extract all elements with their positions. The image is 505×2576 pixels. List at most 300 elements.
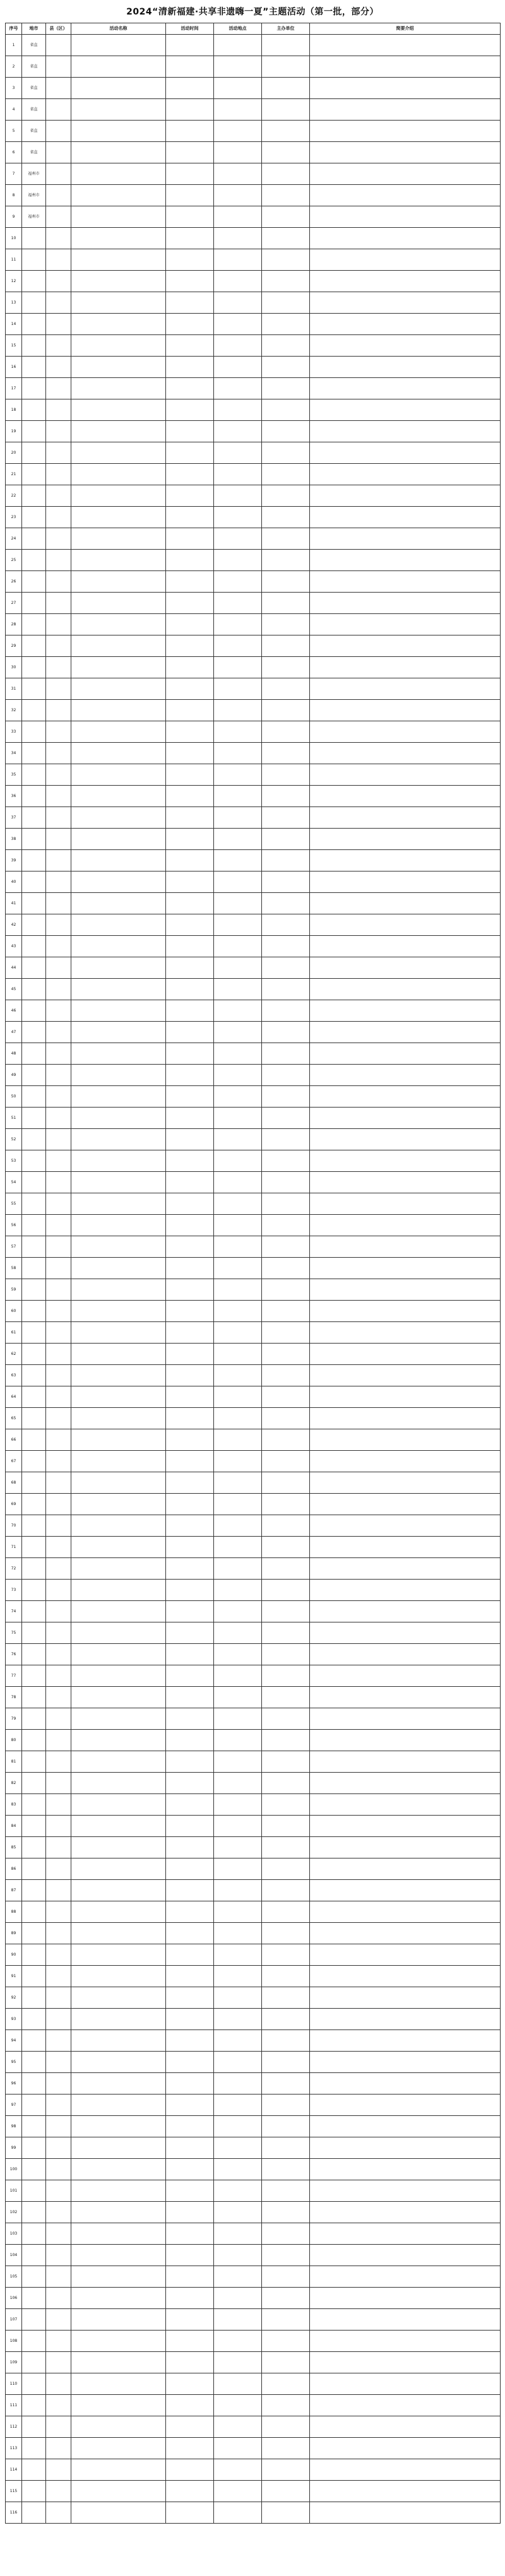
description-cell [310,635,501,657]
description-cell [310,206,501,228]
activity-place-cell [214,2030,262,2052]
description-cell [310,1880,501,1901]
index-cell: 41 [6,893,22,914]
index-cell: 60 [6,1301,22,1322]
index-cell: 61 [6,1322,22,1344]
description-cell [310,1644,501,1665]
index-cell: 15 [6,335,22,357]
activity-time-cell [166,314,214,335]
activity-name-cell [71,2223,166,2245]
activity-time-cell [166,2288,214,2309]
organizer-cell [262,1966,310,1987]
county-cell [46,700,71,721]
county-cell [46,2502,71,2524]
activity-place-cell [214,1301,262,1322]
county-cell [46,2223,71,2245]
description-cell [310,979,501,1000]
activity-time-cell [166,1923,214,1944]
table-row [6,2223,501,2245]
city-cell [22,1000,46,1022]
city-cell [22,2373,46,2395]
county-cell [46,1537,71,1558]
description-cell [310,807,501,829]
county-cell [46,743,71,764]
index-cell: 21 [6,464,22,485]
activity-time-cell [166,1987,214,2009]
activity-name-cell [71,1022,166,1043]
description-cell [310,271,501,292]
table-row [6,2137,501,2159]
index-cell: 82 [6,1773,22,1794]
table-row [6,2202,501,2223]
activity-place-cell [214,957,262,979]
activity-place-cell [214,1365,262,1386]
county-cell [46,1730,71,1751]
county-cell [46,829,71,850]
activity-place-cell [214,2245,262,2266]
table-row [6,1665,501,1687]
description-cell [310,893,501,914]
organizer-cell [262,1880,310,1901]
table-row [6,936,501,957]
index-cell: 81 [6,1751,22,1773]
city-cell [22,271,46,292]
organizer-cell [262,485,310,507]
table-row [6,957,501,979]
description-cell [310,2030,501,2052]
organizer-cell [262,1665,310,1687]
city-cell [22,1408,46,1429]
city-cell [22,2288,46,2309]
county-cell [46,2331,71,2352]
activity-name-cell [71,1215,166,1236]
organizer-cell [262,1773,310,1794]
organizer-cell [262,2481,310,2502]
index-cell: 20 [6,442,22,464]
activity-time-cell [166,721,214,743]
city-cell [22,1622,46,1644]
activity-name-cell [71,635,166,657]
organizer-cell [262,614,310,635]
organizer-cell [262,2052,310,2073]
activity-time-cell [166,635,214,657]
county-cell [46,2159,71,2180]
activity-place-cell [214,2438,262,2459]
county-cell [46,2288,71,2309]
activity-name-cell [71,893,166,914]
county-cell [46,1429,71,1451]
activity-name-cell [71,1622,166,1644]
city-cell [22,1558,46,1580]
table-row [6,2459,501,2481]
activity-place-cell [214,678,262,700]
activity-place-cell [214,2309,262,2331]
index-cell: 99 [6,2137,22,2159]
description-cell [310,2459,501,2481]
activity-time-cell [166,1022,214,1043]
activity-name-cell [71,1000,166,1022]
city-cell [22,1494,46,1515]
table-row [6,1816,501,1837]
activity-place-cell [214,1108,262,1129]
activity-place-cell [214,442,262,464]
activity-place-cell [214,871,262,893]
county-cell [46,1708,71,1730]
table-row [6,206,501,228]
activity-time-cell [166,1451,214,1472]
table-row [6,507,501,528]
description-cell [310,678,501,700]
activity-place-cell [214,206,262,228]
activity-place-cell [214,121,262,142]
activity-name-cell [71,464,166,485]
organizer-cell [262,421,310,442]
organizer-cell [262,142,310,163]
activity-name-cell [71,528,166,550]
activity-name-cell [71,1837,166,1858]
city-cell: 省直 [22,99,46,121]
activity-place-cell [214,1644,262,1665]
city-cell [22,1322,46,1344]
index-cell: 53 [6,1150,22,1172]
activity-place-cell [214,1279,262,1301]
description-cell [310,56,501,78]
activity-place-cell [214,314,262,335]
organizer-cell [262,2288,310,2309]
index-cell: 68 [6,1472,22,1494]
description-cell [310,314,501,335]
county-cell [46,1901,71,1923]
activity-time-cell [166,1708,214,1730]
description-cell [310,142,501,163]
activity-place-cell [214,2416,262,2438]
organizer-cell [262,78,310,99]
activity-place-cell [214,335,262,357]
activity-time-cell [166,2331,214,2352]
activity-place-cell [214,635,262,657]
activity-place-cell [214,2331,262,2352]
activity-place-cell [214,2459,262,2481]
county-cell [46,1816,71,1837]
activity-name-cell [71,1816,166,1837]
table-row [6,1236,501,1258]
organizer-cell [262,2030,310,2052]
city-cell [22,1472,46,1494]
description-cell [310,1065,501,1086]
index-cell: 86 [6,1858,22,1880]
index-cell: 107 [6,2309,22,2331]
index-cell: 105 [6,2266,22,2288]
activity-name-cell [71,442,166,464]
description-cell [310,1258,501,1279]
activity-time-cell [166,850,214,871]
table-header [6,23,501,35]
table-row [6,271,501,292]
activity-time-cell [166,1558,214,1580]
city-cell [22,1086,46,1108]
table-row [6,2438,501,2459]
activity-place-cell [214,1730,262,1751]
activity-time-cell [166,593,214,614]
activity-place-cell [214,163,262,185]
county-cell [46,1236,71,1258]
city-cell [22,2459,46,2481]
description-cell [310,1580,501,1601]
city-cell [22,421,46,442]
county-cell [46,1773,71,1794]
index-cell: 22 [6,485,22,507]
activity-name-cell [71,1966,166,1987]
activity-name-cell [71,1043,166,1065]
description-cell [310,1322,501,1344]
index-cell: 46 [6,1000,22,1022]
city-cell [22,1966,46,1987]
activity-name-cell [71,2180,166,2202]
activity-place-cell [214,507,262,528]
activity-time-cell [166,1108,214,1129]
city-cell [22,1129,46,1150]
organizer-cell [262,1279,310,1301]
organizer-cell [262,936,310,957]
activity-name-cell [71,2266,166,2288]
activity-time-cell [166,2416,214,2438]
index-cell: 98 [6,2116,22,2137]
county-cell [46,957,71,979]
organizer-cell [262,1365,310,1386]
activity-place-cell [214,1258,262,1279]
activity-name-cell [71,550,166,571]
activity-place-cell [214,2009,262,2030]
activity-time-cell [166,271,214,292]
activity-name-cell [71,485,166,507]
index-cell: 100 [6,2159,22,2180]
activity-time-cell [166,1901,214,1923]
description-cell [310,1108,501,1129]
city-cell [22,1515,46,1537]
county-cell [46,2481,71,2502]
description-cell [310,764,501,786]
activity-place-cell [214,807,262,829]
activity-name-cell [71,1065,166,1086]
description-cell [310,1816,501,1837]
activity-time-cell [166,871,214,893]
organizer-cell [262,357,310,378]
city-cell [22,1429,46,1451]
city-cell: 省直 [22,142,46,163]
city-cell [22,1301,46,1322]
index-cell: 1 [6,35,22,56]
table-row [6,1751,501,1773]
table-row [6,2245,501,2266]
organizer-cell [262,1601,310,1622]
description-cell [310,2481,501,2502]
activity-time-cell [166,2094,214,2116]
table-row [6,1472,501,1494]
description-cell [310,2352,501,2373]
table-row [6,786,501,807]
index-cell: 106 [6,2288,22,2309]
city-cell [22,957,46,979]
table-row [6,614,501,635]
activity-time-cell [166,1773,214,1794]
description-cell [310,1365,501,1386]
city-cell [22,1944,46,1966]
index-cell: 29 [6,635,22,657]
index-cell: 19 [6,421,22,442]
index-cell: 64 [6,1386,22,1408]
table-row [6,35,501,56]
activity-time-cell [166,1794,214,1816]
activity-place-cell [214,2395,262,2416]
organizer-cell [262,2266,310,2288]
city-cell [22,228,46,249]
table-row [6,914,501,936]
activity-time-cell [166,1944,214,1966]
city-cell [22,914,46,936]
table-row [6,1279,501,1301]
county-cell [46,1065,71,1086]
organizer-cell [262,1580,310,1601]
description-cell [310,121,501,142]
activity-time-cell [166,357,214,378]
city-cell: 省直 [22,78,46,99]
organizer-cell [262,399,310,421]
description-cell [310,1837,501,1858]
activity-place-cell [214,914,262,936]
description-cell [310,1558,501,1580]
activity-place-cell [214,56,262,78]
organizer-cell [262,185,310,206]
index-cell: 45 [6,979,22,1000]
activity-place-cell [214,2266,262,2288]
description-cell [310,78,501,99]
county-cell [46,1880,71,1901]
organizer-cell [262,1687,310,1708]
activity-time-cell [166,2137,214,2159]
city-cell [22,2009,46,2030]
index-cell: 51 [6,1108,22,1129]
index-cell: 43 [6,936,22,957]
activity-place-cell [214,1880,262,1901]
activity-place-cell [214,399,262,421]
city-cell [22,2030,46,2052]
county-cell [46,56,71,78]
city-cell [22,1344,46,1365]
organizer-cell [262,1515,310,1537]
description-cell [310,163,501,185]
activity-name-cell [71,292,166,314]
organizer-cell [262,2331,310,2352]
activity-name-cell [71,1923,166,1944]
county-cell [46,2073,71,2094]
activity-time-cell [166,249,214,271]
activity-place-cell [214,2481,262,2502]
city-cell [22,2180,46,2202]
activity-name-cell [71,2202,166,2223]
description-cell [310,421,501,442]
county-cell [46,228,71,249]
activity-place-cell [214,2116,262,2137]
activity-time-cell [166,764,214,786]
activity-time-cell [166,1301,214,1322]
activity-place-cell [214,99,262,121]
table-row [6,1537,501,1558]
activity-place-cell [214,1816,262,1837]
organizer-cell [262,786,310,807]
county-cell [46,2395,71,2416]
activity-time-cell [166,2395,214,2416]
organizer-cell [262,1644,310,1665]
county-cell [46,1150,71,1172]
county-cell [46,1365,71,1386]
activity-place-cell [214,378,262,399]
table-row [6,1515,501,1537]
county-cell [46,464,71,485]
organizer-cell [262,571,310,593]
table-row [6,2288,501,2309]
city-cell [22,2245,46,2266]
table-row [6,1022,501,1043]
activity-time-cell [166,2438,214,2459]
index-cell: 13 [6,292,22,314]
header-cell-index: 序号 [6,23,22,35]
city-cell [22,1022,46,1043]
city-cell [22,2137,46,2159]
activity-name-cell [71,1344,166,1365]
description-cell [310,228,501,249]
organizer-cell [262,1901,310,1923]
index-cell: 50 [6,1086,22,1108]
description-cell [310,1129,501,1150]
header-cell-activity-time: 活动时间 [166,23,214,35]
description-cell [310,957,501,979]
table-row [6,314,501,335]
table-row [6,1944,501,1966]
organizer-cell [262,721,310,743]
table-row [6,1837,501,1858]
county-cell [46,2266,71,2288]
description-cell [310,1537,501,1558]
description-cell [310,1944,501,1966]
index-cell: 28 [6,614,22,635]
county-cell [46,2137,71,2159]
activity-time-cell [166,1150,214,1172]
table-row [6,1215,501,1236]
activity-place-cell [214,1386,262,1408]
activity-place-cell [214,571,262,593]
description-cell [310,700,501,721]
activity-name-cell [71,764,166,786]
description-cell [310,2223,501,2245]
description-cell [310,1344,501,1365]
city-cell [22,2052,46,2073]
activity-place-cell [214,1687,262,1708]
county-cell [46,271,71,292]
description-cell [310,442,501,464]
index-cell: 77 [6,1665,22,1687]
county-cell [46,2180,71,2202]
index-cell: 18 [6,399,22,421]
county-cell [46,764,71,786]
activity-name-cell [71,807,166,829]
city-cell [22,1773,46,1794]
table-row [6,678,501,700]
county-cell [46,1644,71,1665]
organizer-cell [262,1344,310,1365]
index-cell: 75 [6,1622,22,1644]
activity-name-cell [71,2137,166,2159]
county-cell [46,2459,71,2481]
